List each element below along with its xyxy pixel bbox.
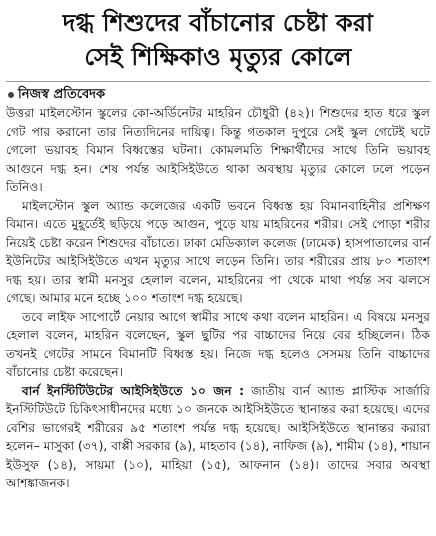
divider [6,81,430,82]
paragraph-4-text: জাতীয় বার্ন অ্যান্ড প্লাস্টিক সার্জারি ইনস্টিটিউটে চিকিৎসাধীনদের মধ্যে ১০ জনকে আইসিইউতে স্থানান্তর করা হয়েছে। এদের বেশির ভাগেরই শরীরের ৯৫ শতাংশ পর্যন্ত দগ্ধ হয়েছে। আইসিইউতে স্থানান্তর করারা হলেন– মাসুকা (৩৭), বাপ্পী সরকার (৯), মাহতাব (১৪), নাফিজ (৯), শামীম (১৪), শায়ান ইউসুফ (১৪), সায়মা (১০), মাহিয়া (১৫), আফনান (১৪)। তাদের সবার অবস্থা আশঙ্কাজনক। [6,383,430,490]
paragraph-4 [6,382,430,493]
headline [6,6,430,74]
paragraph-3: তবে লাইফ সাপোর্টে নেয়ার আগে স্বামীর সাথে কথা বলেন মাহরিন। এ বিষয়ে মনসুর হেলাল বলেন, মাহরিন বলেছেন, স্কুল ছুটির পর বাচ্চাদের নিয়ে বের হচ্ছিলেন। ঠিক তখনই গেটের সামনে বিমানটি বিধ্বস্ত হয়। নিজে দগ্ধ হলেও সেসময় তিনি বাচ্চাদের বাঁচানোর চেষ্টা করেছেন। [6,309,430,379]
byline-text: নিজস্ব প্রতিবেদক [18,87,106,102]
headline-line-2: সেই শিক্ষিকাও মৃত্যুর কোলে [84,43,352,71]
paragraph-1: উত্তরা মাইলস্টোন স্কুলের কো-অর্ডিনেটর মাহরিন চৌধুরী (৪২)। শিশুদের হাত ধরে স্কুল গেট পার করানো তার নিত্যদিনের দায়িত্ব। কিন্তু গতকাল দুপুরে সেই স্কুল গেটেই ঘটে গেলো ভয়াবহ বিমান বিধ্বস্তের ঘটনা। কোমলমতি শিক্ষার্থীদের সাথে তিনি ভয়াবহ আগুনে দগ্ধ হন। শেষ পর্যন্ত আইসিইউতে থাকা অবস্থায় মৃত্যুর কোলে ঢলে পড়েন তিনিও। [6,106,430,194]
news-article [0,6,436,536]
byline [8,86,430,104]
headline-line-1: দগ্ধ শিশুদের বাঁচানোর চেষ্টা করা [62,9,374,37]
paragraph-2: মাইলস্টোন স্কুল অ্যান্ড কলেজের একটি ভবনে বিধ্বস্ত হয় বিমানবাহিনীর প্রশিক্ষণ বিমান। এতে মুহূর্তেই ছড়িয়ে পড়ে আগুন, পুড়ে যায় মাহরিনের শরীর। সেই পোড়া শরীর নিয়েই চেষ্টা করেন শিশুদের বাঁচাতে। ঢাকা মেডিক্যাল কলেজ (ঢামেক) হাসপাতালের বার্ন ইউনিটের আইসিইউতে এখন মৃত্যুর সাথে লড়েন তিনি। তার শরীরের প্রায় ৮০ শতাংশ দগ্ধ হয়। তার স্বামী মনসুর হেলাল বলেন, মাহরিনের পা থেকে মাথা পর্যন্ত সব ঝলসে গেছে। আমার মনে হচ্ছে ১০০ শতাংশ দগ্ধ হয়েছে। [6,198,430,305]
article-body [6,104,430,493]
subheading-burn-icu: বার্ন ইনস্টিটিউটের আইসিইউতে ১০ জন : [22,383,244,398]
bullet-icon [8,92,14,98]
